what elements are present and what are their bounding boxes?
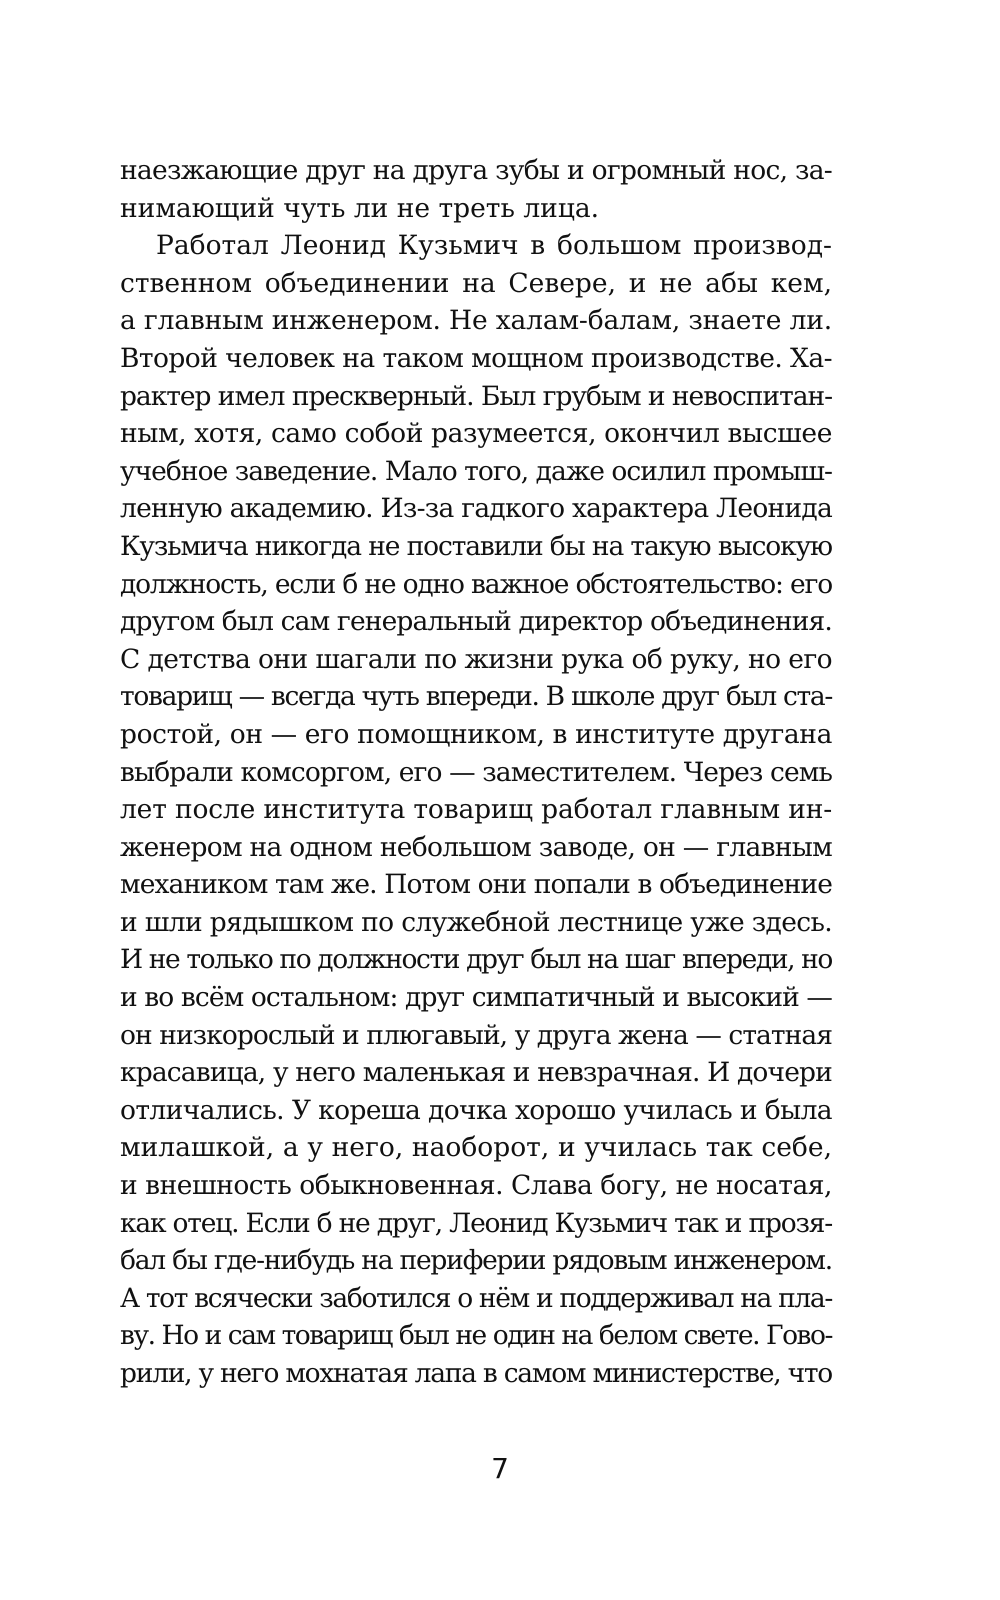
text-line: как отец. Если б не друг, Леонид Кузьмич так и прозя- <box>120 1207 832 1239</box>
text-line: ростой, он — его помощником, в институте другана <box>120 718 832 750</box>
body-text <box>120 152 832 1393</box>
text-line: С детства они шагали по жизни рука об руку, но его <box>120 643 832 675</box>
text-line: должность, если б не одно важное обстоятельство: его <box>120 568 832 600</box>
text-line: и шли рядышком по служебной лестнице уже здесь. <box>120 906 832 938</box>
text-line: товарищ — всегда чуть впереди. В школе друг был ста- <box>120 681 832 713</box>
text-line: красавица, у него маленькая и невзрачная. И дочери <box>120 1057 832 1089</box>
page-number: 7 <box>491 1452 509 1485</box>
text-line: рактер имел прескверный. Был грубым и невоспитан- <box>120 380 833 412</box>
paragraph-start-line: Работал Леонид Кузьмич в большом производ- <box>156 230 832 262</box>
text-line: ву. Но и сам товарищ был не один на белом свете. Гово- <box>120 1320 832 1352</box>
text-line: другом был сам генеральный директор объединения. <box>120 606 832 638</box>
text-line: он низкорослый и плюгавый, у друга жена — статная <box>120 1019 832 1051</box>
text-line: А тот всячески заботился о нём и поддерживал на пла- <box>120 1282 832 1314</box>
text-line: ным, хотя, само собой разумеется, окончил высшее <box>120 418 832 450</box>
text-line: механиком там же. Потом они попали в объединение <box>120 869 832 901</box>
text-line: Кузьмича никогда не поставили бы на такую высокую <box>120 530 832 562</box>
text-line: лет после института товарищ работал главным ин- <box>120 794 832 826</box>
text-line: бал бы где-нибудь на периферии рядовым инженером. <box>120 1245 832 1277</box>
text-line: милашкой, а у него, наоборот, и училась так себе, <box>120 1132 832 1164</box>
text-line: рили, у него мохнатая лапа в самом министерстве, что <box>120 1358 832 1389</box>
text-line: отличались. У кореша дочка хорошо училась и была <box>120 1094 832 1126</box>
text-line: учебное заведение. Мало того, даже осилил промыш- <box>120 455 832 487</box>
text-line: Второй человек на таком мощном производстве. Ха- <box>120 342 832 374</box>
text-line: ственном объединении на Севере, и не абы кем, <box>120 267 832 299</box>
text-line: и во всём остальном: друг симпатичный и высокий — <box>120 982 832 1014</box>
text-line: женером на одном небольшом заводе, он — главным <box>120 831 832 863</box>
text-line: наезжающие друг на друга зубы и огромный нос, за- <box>120 155 832 186</box>
text-line: ленную академию. Из-за гадкого характера Леонида <box>120 493 832 525</box>
text-line: а главным инженером. Не халам-балам, знаете ли. <box>120 305 832 337</box>
text-line: нимающий чуть ли не треть лица. <box>120 192 600 224</box>
text-line: и внешность обыкновенная. Слава богу, не носатая, <box>120 1170 832 1202</box>
text-line: И не только по должности друг был на шаг впереди, но <box>120 944 832 976</box>
text-line: выбрали комсоргом, его — заместителем. Через семь <box>120 756 832 788</box>
